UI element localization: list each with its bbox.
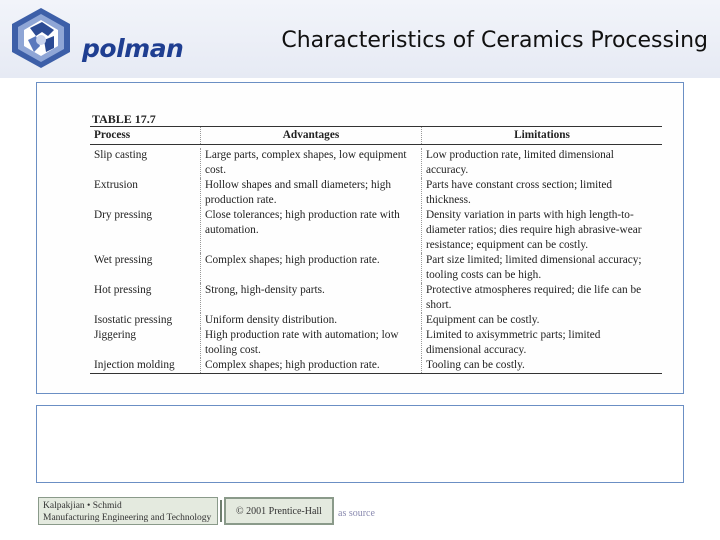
limitations-cell: Protective atmospheres required; die life can be short. [422,283,663,313]
process-cell: Dry pressing [94,209,153,221]
book-authors: Kalpakjian • Schmid [43,501,122,511]
limitations-cell: Parts have constant cross section; limited thickness. [422,178,663,208]
limitations-cell: Part size limited; limited dimensional accuracy; tooling costs can be high. [422,253,663,283]
table-caption: TABLE 17.7 [92,112,156,126]
empty-panel [36,405,684,483]
limitations-cell: Limited to axisymmetric parts; limited dimensional accuracy. [422,328,663,358]
process-cell: Isostatic pressing [94,314,173,326]
limitations-cell: Low production rate, limited dimensional accuracy. [422,148,663,178]
slide-title: Characteristics of Ceramics Processing [281,28,708,53]
advantages-cell: Uniform density distribution. [201,313,422,328]
process-cell: Injection molding [90,358,201,374]
process-cell: Slip casting [94,149,148,161]
book-credit [38,497,218,525]
limitations-cell: Equipment can be costly. [422,313,663,328]
table-row [90,283,662,313]
limitations-cell: Tooling can be costly. [422,358,663,374]
table-row [90,253,662,283]
table-header-row [90,127,662,145]
advantages-cell: Hollow shapes and small diameters; high production rate. [201,178,422,208]
advantages-cell: Complex shapes; high production rate. [201,253,422,283]
table-row [90,328,662,358]
limitations-cell: Density variation in parts with high length-to-diameter ratios; dies require high abrasive-wear resistance; equipment can be costly. [422,208,663,253]
advantages-cell: Close tolerances; high production rate with automation. [201,208,422,253]
header-limitations: Limitations [422,127,663,145]
process-cell: Hot pressing [94,284,152,296]
book-title: Manufacturing Engineering and Technology [43,513,212,523]
table-row [90,148,662,178]
table-row [90,358,662,374]
header-advantages: Advantages [201,127,422,145]
polman-logo [8,6,184,70]
ceramics-processing-table [90,126,662,374]
polman-logo-icon [8,6,74,70]
advantages-cell: Strong, high-density parts. [201,283,422,313]
advantages-cell: Large parts, complex shapes, low equipment cost. [201,148,422,178]
header-process: Process [90,127,201,145]
advantages-cell: High production rate with automation; low tooling cost. [201,328,422,358]
process-cell: Jiggering [94,329,137,341]
table-row [90,313,662,328]
brand-name: polman [82,34,184,63]
table-row [90,208,662,253]
copyright-badge: © 2001 Prentice-Hall [224,497,334,525]
process-cell: Extrusion [94,179,138,191]
advantages-cell: Complex shapes; high production rate. [201,358,422,374]
process-cell: Wet pressing [94,254,153,266]
table-row [90,178,662,208]
source-note: as source [338,508,375,519]
